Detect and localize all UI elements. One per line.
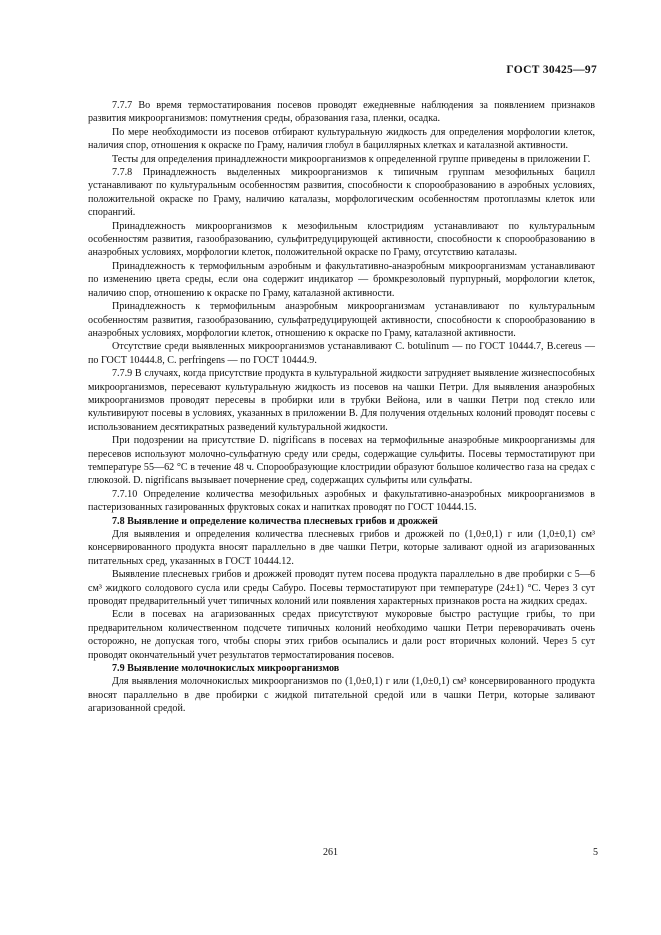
- paragraph: Выявление плесневых грибов и дрожжей проводят путем посева продукта параллельно в две пробирки с 5—6 см³ жидкого солодового сусла или среды Сабуро. Посевы термостатируют при температуре (24±1) °С. Через 3 сут проводят предварительный учет типичных колоний или появления характерных признаков роста на жидких средах.: [88, 569, 595, 608]
- paragraph: Принадлежность к термофильным аэробным и факультативно-анаэробным микроорганизмам устанавливают по изменению цвета среды, если она содержит индикатор — бромкрезоловый пурпурный, морфологии клеток, наличию спор, отношению к окраске по Граму, каталазной активности.: [88, 260, 595, 299]
- paragraph: 7.7.8 Принадлежность выделенных микроорганизмов к типичным группам мезофильных бацилл устанавливают по культуральным особенностям развития, способности к спорообразованию в аэробных условиях, положительной окраске по Граму, наличию каталазы, морфологическим особенностям протоплазмы клеток или спорангий.: [88, 167, 595, 219]
- paragraph: 7.7.7 Во время термостатирования посевов проводят ежедневные наблюдения за появлением признаков развития микроорганизмов: помутнения среды, образования газа, пленки, осадка.: [88, 100, 595, 125]
- paragraph: Принадлежность микроорганизмов к мезофильным клостридиям устанавливают по культуральным особенностям развития, газообразованию, сульфитредуцирующей активности, способности к спорообразованию в анаэробных условиях, морфологии клеток, положительной окраске по Граму, отсутствию каталазы.: [88, 220, 595, 259]
- paragraph: Отсутствие среди выявленных микроорганизмов устанавливают C. botulinum — по ГОСТ 10444.7, B.cereus — по ГОСТ 10444.8, C. perfringens — по ГОСТ 10444.9.: [88, 341, 595, 366]
- paragraph: Принадлежность к термофильным анаэробным микроорганизмам устанавливают по культуральным особенностям развития, газообразованию, сульфатредуцирующей активности, способности к спорообразованию в анаэробных условиях, морфологии клеток, отношению к окраске по Граму, каталазной активности.: [88, 301, 595, 339]
- paragraph: Для выявления молочнокислых микроорганизмов по (1,0±0,1) г или (1,0±0,1) см³ консервированного продукта вносят параллельно в две пробирки с жидкой питательной средой или в чашки Петри, которые заливают агаризованной средой.: [88, 676, 595, 715]
- paragraph: 7.7.9 В случаях, когда присутствие продукта в культуральной жидкости затрудняет выявление жизнеспособных микроорганизмов, пересевают культуральную жидкость из посевов на чашки Петри. Для выявления анаэробных микроорганизмов проводят пересевы в пробирки или в трубки Вейона, или в чашки Петри под стекло или культивируют посевы в условиях, указанных в приложении В. Для получения отдельных колоний проводят посевы с использованием десятикратных разведений культуральной жидкости.: [88, 368, 595, 433]
- paragraph: 7.7.10 Определение количества мезофильных аэробных и факультативно-анаэробных микроорганизмов в пастеризованных газированных фруктовых соках и напитках проводят по ГОСТ 10444.15.: [88, 488, 595, 514]
- paragraph: Если в посевах на агаризованных средах присутствуют мукоровые быстро растущие грибы, то при предварительном количественном подсчете типичных колоний необходимо чашки Петри переворачивать очень осторожно, не допуская того, чтобы споры этих грибов осыпались и дали рост вторичных колоний. Через 5 сут проводят окончательный учет результатов термостатирования посевов.: [88, 609, 595, 661]
- paragraph: Для выявления и определения количества плесневых грибов и дрожжей по (1,0±0,1) г или (1,0±0,1) см³ консервированного продукта вносят параллельно в две чашки Петри, которые заливают одной из агаризованных питательных сред, указанных в ГОСТ 10444.12.: [88, 529, 595, 567]
- paragraph: При подозрении на присутствие D. nigrificans в посевах на термофильные анаэробные микроорганизмы для пересевов используют молочно-сульфатную среду или среды, содержащие сульфиты. Посевы термостатируют при температуре 55—62 °С в течение 48 ч. Спорообразующие клостридии образуют большое количество газа на средах с глюкозой. D. nigrificans вызывает почернение сред, содержащих сульфиты или сульфаты.: [88, 435, 595, 487]
- section-heading: 7.8 Выявление и определение количества плесневых грибов и дрожжей: [112, 515, 438, 527]
- page-number: 261: [323, 847, 338, 858]
- document-body: [88, 99, 595, 716]
- paragraph: Тесты для определения принадлежности микроорганизмов к определенной группе приведены в приложении Г.: [112, 153, 591, 165]
- section-heading: 7.9 Выявление молочнокислых микроорганизмов: [112, 663, 340, 675]
- paragraph: По мере необходимости из посевов отбирают культуральную жидкость для определения морфологии клеток, наличия спор, отношения к окраске по Граму, наличия глобул в бациллярных клетках и каталазной активности.: [88, 126, 595, 152]
- sheet-number: 5: [593, 847, 598, 858]
- document-header: ГОСТ 30425—97: [506, 64, 597, 76]
